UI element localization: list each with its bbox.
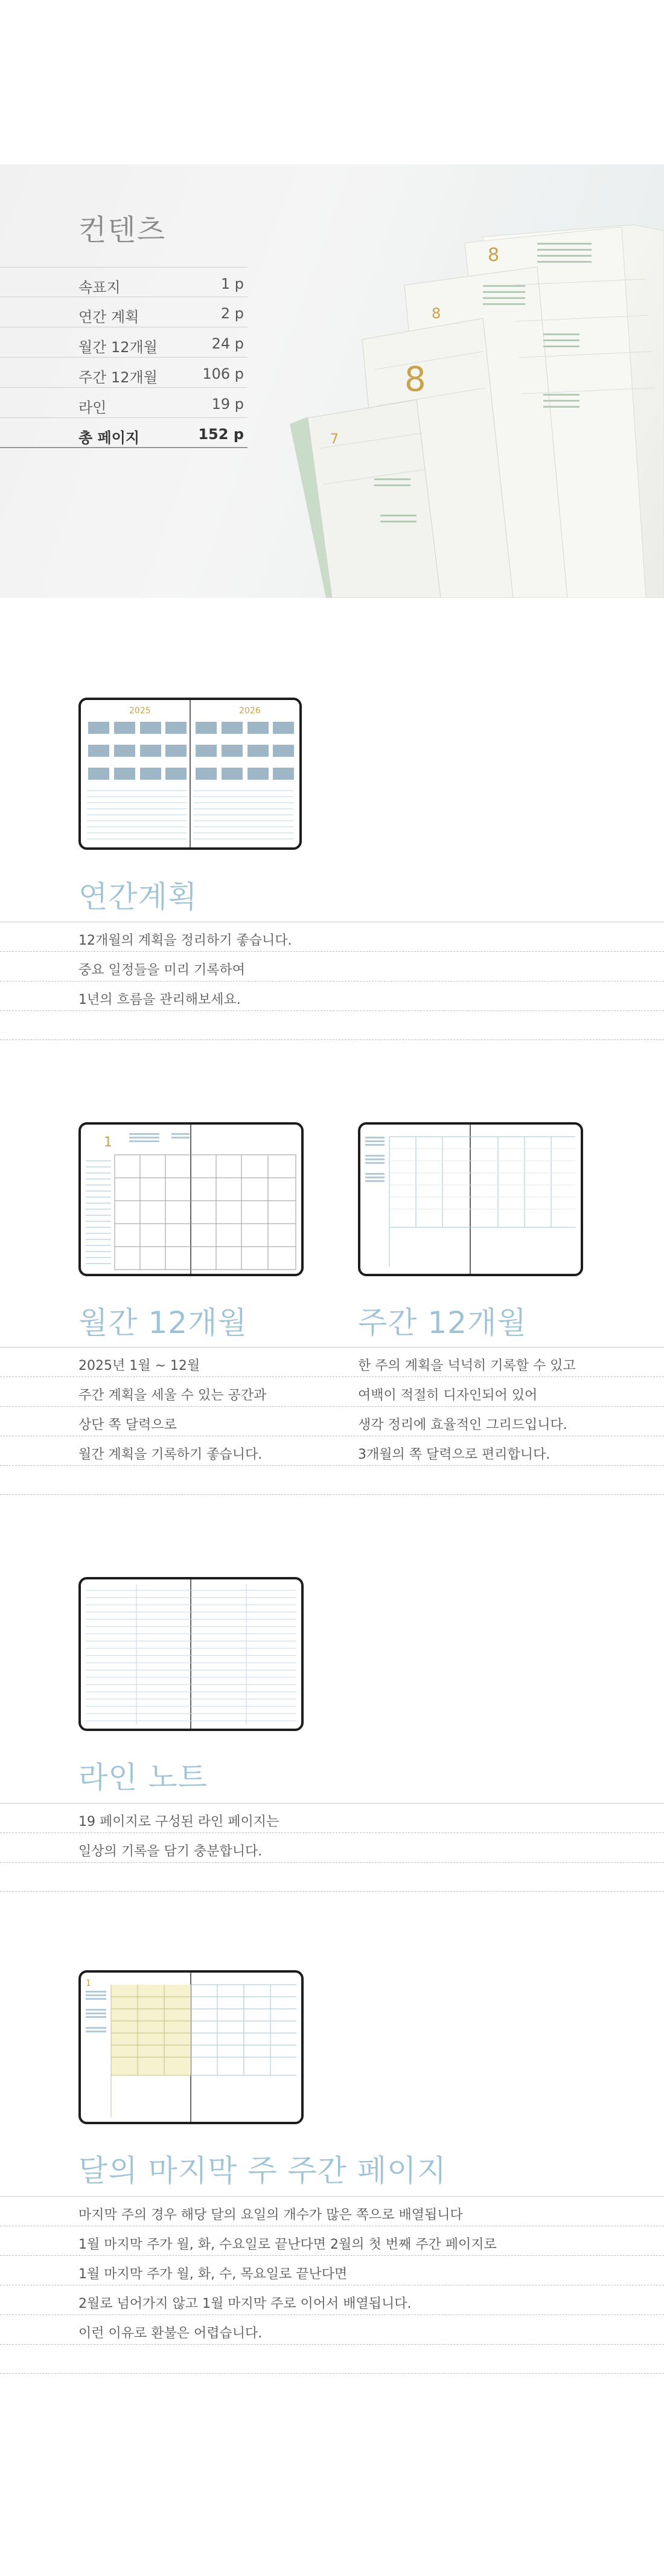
weekly-line: 생각 정리에 효율적인 그리드입니다. (358, 1418, 567, 1433)
contents-label: 속표지 (78, 279, 121, 296)
weekly-line: 여백이 적절히 디자인되어 있어 (358, 1388, 538, 1403)
contents-row (0, 297, 247, 327)
contents-title: 컨텐츠 (78, 213, 167, 247)
contents-total-row (0, 418, 247, 448)
line-note-line: 일상의 기록을 담기 충분합니다. (78, 1844, 263, 1859)
monthly-title: 월간 12개월 (78, 1305, 247, 1340)
yearly-plan-spread (81, 700, 299, 847)
weekly-plan-preview (358, 1122, 583, 1276)
monthly-line: 상단 쪽 달력으로 (78, 1418, 177, 1433)
contents-label: 라인 (78, 399, 107, 416)
contents-total-pages: 152 p (198, 426, 244, 443)
photo-page-number: 8 (404, 360, 426, 399)
contents-pages: 106 p (202, 365, 244, 382)
contents-label: 주간 12개월 (78, 369, 158, 386)
contents-pages: 2 p (220, 305, 244, 322)
contents-pages: 1 p (220, 275, 244, 292)
diary-pages-photo (284, 164, 664, 598)
last-week-page-number: 1 (86, 1979, 91, 1988)
last-week-line: 이런 이유로 환불은 어렵습니다. (78, 2326, 263, 2341)
last-week-description (0, 2196, 664, 2374)
weekly-title: 주간 12개월 (358, 1305, 527, 1340)
contents-table (0, 267, 247, 448)
photo-page-number: 7 (330, 432, 339, 447)
weekly-line: 3개월의 쪽 달력으로 편리합니다. (358, 1447, 551, 1462)
last-week-line: 1월 마지막 주가 월, 화, 수요일로 끝난다면 2월의 첫 번째 주간 페이지로 (78, 2237, 497, 2252)
monthly-line: 월간 계획을 기록하기 좋습니다. (78, 1447, 263, 1462)
contents-pages: 24 p (211, 335, 244, 352)
monthly-line: 주간 계획을 세울 수 있는 공간과 (78, 1388, 267, 1403)
contents-row (0, 388, 247, 418)
yearly-plan-preview (78, 698, 302, 850)
contents-row (0, 267, 247, 297)
monthly-plan-preview (78, 1122, 304, 1276)
yearly-description (0, 922, 664, 1040)
year-right: 2026 (239, 706, 261, 716)
last-week-title: 달의 마지막 주 주간 페이지 (78, 2153, 447, 2188)
last-week-line: 1월 마지막 주가 월, 화, 수, 목요일로 끝난다면 (78, 2267, 348, 2282)
year-left: 2025 (129, 706, 151, 716)
contents-row (0, 358, 247, 388)
contents-label: 월간 12개월 (78, 339, 158, 356)
yearly-line: 12개월의 계획을 정리하기 좋습니다. (78, 933, 292, 948)
last-week-line: 2월로 넘어가지 않고 1월 마지막 주로 이어서 배열됩니다. (78, 2296, 412, 2311)
last-week-line: 마지막 주의 경우 해당 달의 요일의 개수가 많은 쪽으로 배열됩니다 (78, 2208, 463, 2223)
weekly-plan-spread (360, 1125, 581, 1274)
line-note-title: 라인 노트 (78, 1760, 208, 1795)
monthly-plan-spread (81, 1125, 301, 1274)
monthly-page-number: 1 (104, 1135, 112, 1150)
yearly-line: 중요 일정들을 미리 기록하여 (78, 963, 246, 978)
contents-row (0, 327, 247, 358)
photo-page-number: 8 (488, 245, 500, 266)
monthly-weekly-description (0, 1347, 664, 1495)
line-note-line: 19 페이지로 구성된 라인 페이지는 (78, 1814, 279, 1829)
contents-total-label: 총 페이지 (78, 429, 140, 446)
yearly-line: 1년의 흐름을 관리해보세요. (78, 992, 241, 1007)
line-note-description (0, 1803, 664, 1892)
contents-pages: 19 p (211, 396, 244, 413)
yearly-title: 연간계획 (78, 879, 198, 914)
line-note-spread (81, 1579, 301, 1729)
weekly-line: 한 주의 계획을 넉넉히 기록할 수 있고 (358, 1358, 576, 1373)
photo-page-number: 8 (432, 305, 441, 322)
last-week-spread (81, 1973, 301, 2122)
contents-hero (0, 164, 664, 598)
line-note-preview (78, 1577, 304, 1731)
last-week-preview (78, 1970, 304, 2124)
monthly-line: 2025년 1월 ~ 12월 (78, 1358, 200, 1373)
contents-label: 연간 계획 (78, 309, 139, 326)
